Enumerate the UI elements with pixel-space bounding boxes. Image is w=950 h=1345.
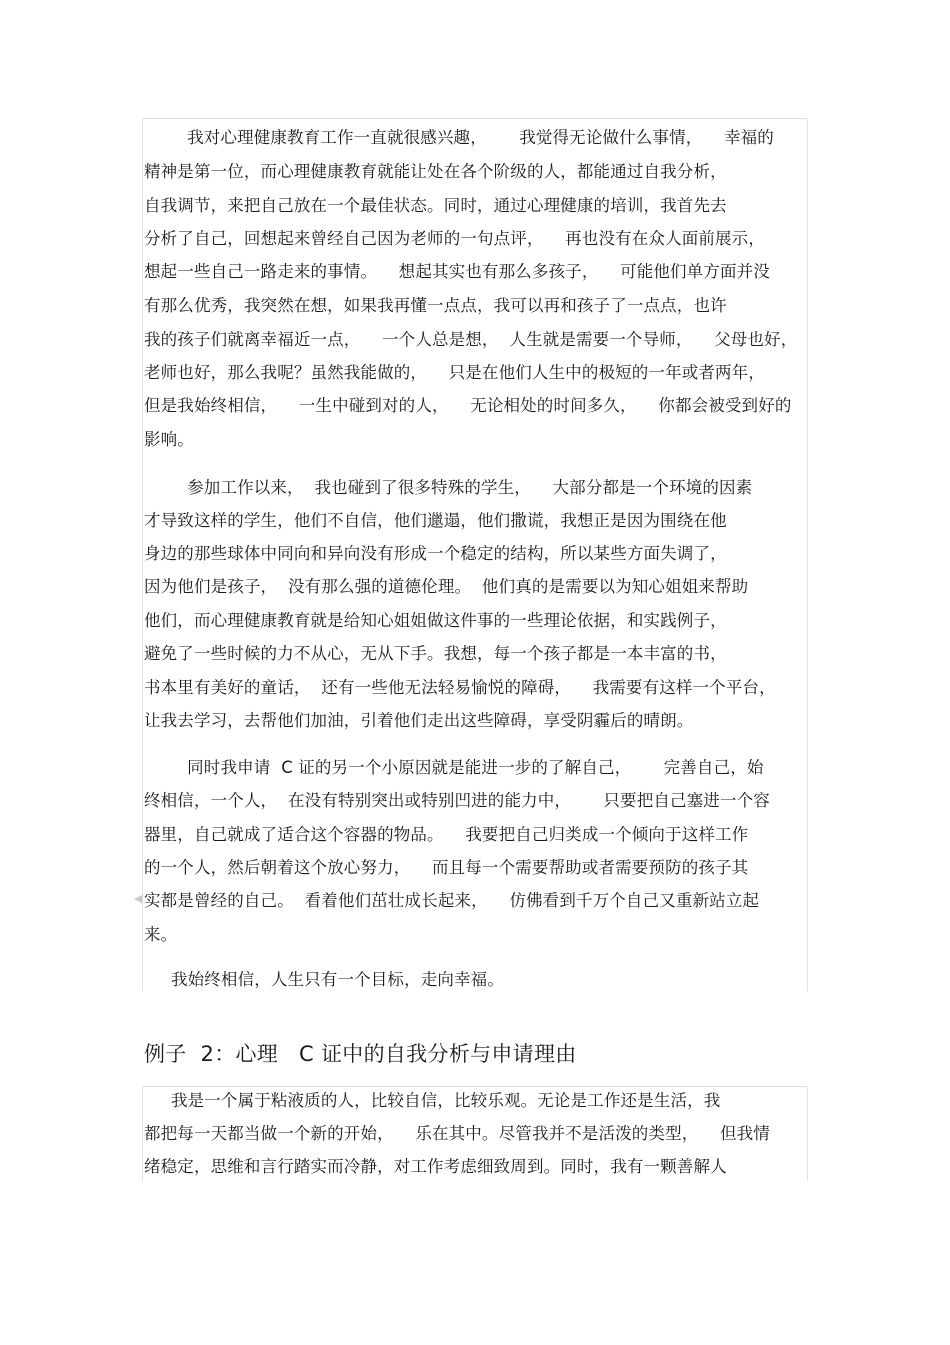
text-line: 身边的那些球体中同向和异向没有形成一个稳定的结构，所以某些方面失调了， <box>144 544 727 563</box>
text-line: 老师也好，那么我呢？虽然我能做的， 只是在他们人生中的极短的一年或者两年， <box>144 363 765 382</box>
text-line: 自我调节，来把自己放在一个最佳状态。同时，通过心理健康的培训，我首先去 <box>144 196 727 215</box>
text-line: 同时我申请 C 证的另一个小原因就是能进一步的了解自己， 完善自己，始 <box>144 758 764 777</box>
text-line: 绪稳定，思维和言行踏实而冷静，对工作考虑细致周到。同时，我有一颗善解人 <box>144 1157 727 1176</box>
text-line: 来。 <box>144 925 178 944</box>
text-line: 器里，自己就成了适合这个容器的物品。 我要把自己归类成一个倾向于这样工作 <box>144 825 749 844</box>
text-line: 参加工作以来， 我也碰到了很多特殊的学生， 大部分都是一个环境的因素 <box>144 478 753 497</box>
text-line: 但是我始终相信， 一生中碰到对的人， 无论相处的时间多久， 你都会被受到好的 <box>144 396 792 415</box>
text-line: 书本里有美好的童话， 还有一些他无法轻易愉悦的障碍， 我需要有这样一个平台， <box>144 678 776 697</box>
text-line: 实都是曾经的自己。 看着他们茁壮成长起来， 仿佛看到千万个自己又重新站立起 <box>144 891 760 910</box>
text-line: 我是一个属于粘液质的人，比较自信，比较乐观。无论是工作还是生活，我 <box>144 1091 721 1110</box>
text-line: 让我去学习，去帮他们加油，引着他们走出这些障碍，享受阴霾后的晴朗。 <box>144 711 694 730</box>
text-line: 因为他们是孩子， 没有那么强的道德伦理。 他们真的是需要以为知心姐姐来帮助 <box>144 577 749 596</box>
text-line: 他们，而心理健康教育就是给知心姐姐做这件事的一些理论依据，和实践例子， <box>144 611 727 630</box>
margin-mark-icon: ◀ <box>134 892 143 905</box>
text-line: 终相信，一个人， 在没有特别突出或特别凹进的能力中， 只要把自己塞进一个容 <box>144 791 770 810</box>
text-line: 都把每一天都当做一个新的开始， 乐在其中。尽管我并不是活泼的类型， 但我情 <box>144 1124 770 1143</box>
section-heading: 例子 2：心理 C 证中的自我分析与申请理由 <box>144 1042 577 1066</box>
closing-line: 我始终相信，人生只有一个目标，走向幸福。 <box>144 970 504 989</box>
text-line: 的一个人，然后朝着这个放心努力， 而且每一个需要帮助或者需要预防的孩子其 <box>144 858 749 877</box>
text-line: 避免了一些时候的力不从心，无从下手。我想，每一个孩子都是一本丰富的书， <box>144 644 727 663</box>
text-line: 才导致这样的学生，他们不自信，他们邋遢，他们撒谎，我想正是因为围绕在他 <box>144 511 727 530</box>
text-line: 分析了自己，回想起来曾经自己因为老师的一句点评， 再也没有在众人面前展示， <box>144 229 765 248</box>
text-line: 精神是第一位，而心理健康教育就能让处在各个阶级的人，都能通过自我分析， <box>144 162 727 181</box>
text-line: 我对心理健康教育工作一直就很感兴趣， 我觉得无论做什么事情， 幸福的 <box>144 128 774 147</box>
text-line: 有那么优秀，我突然在想，如果我再懂一点点，我可以再和孩子了一点点，也许 <box>144 296 727 315</box>
text-line: 我的孩子们就离幸福近一点， 一个人总是想， 人生就是需要一个导师， 父母也好， <box>144 330 798 349</box>
text-line: 想起一些自己一路走来的事情。 想起其实也有那么多孩子， 可能他们单方面并没 <box>144 262 770 281</box>
text-line: 影响。 <box>144 430 194 449</box>
